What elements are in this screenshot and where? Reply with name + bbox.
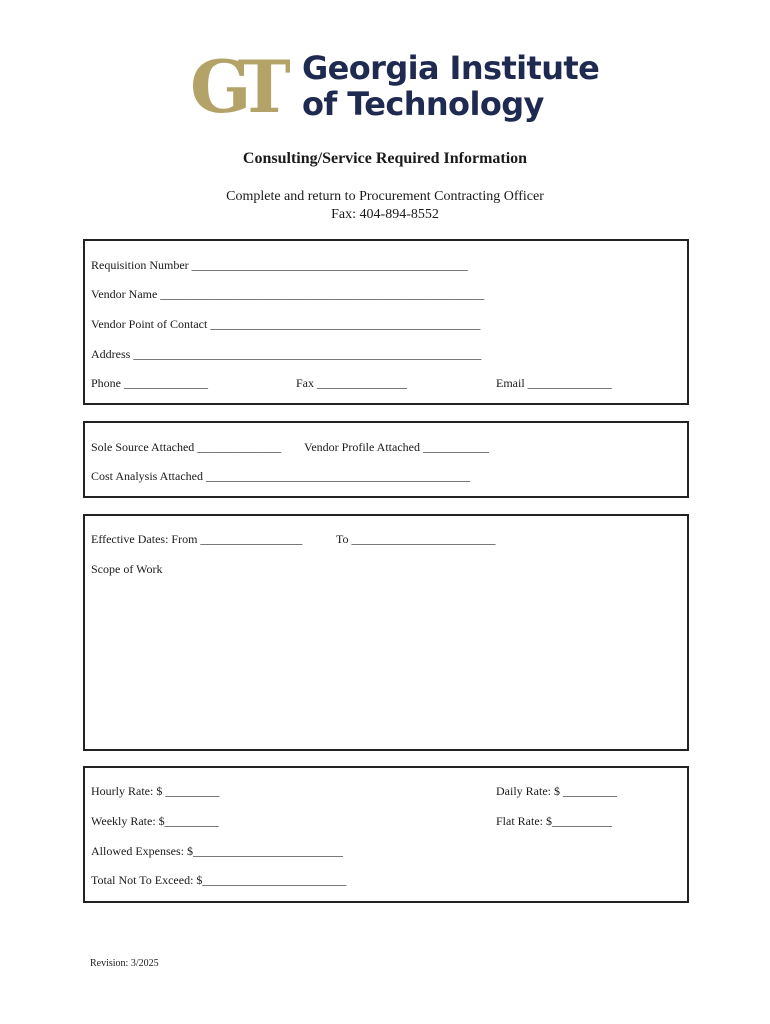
logo-line-2: of Technology: [302, 85, 544, 123]
fax-field[interactable]: Fax _______________: [296, 376, 407, 390]
effective-from-field[interactable]: Effective Dates: From _________________: [91, 532, 303, 546]
form-title: Consulting/Service Required Information: [242, 150, 528, 167]
allowed-expenses-field[interactable]: Allowed Expenses: $_________________________: [91, 844, 343, 858]
effective-to-field[interactable]: To ________________________: [336, 532, 496, 546]
rates-section: [83, 766, 689, 903]
address-field[interactable]: Address __________________________________________________________: [91, 347, 482, 361]
vendor-profile-field[interactable]: Vendor Profile Attached ___________: [304, 440, 489, 454]
email-field[interactable]: Email ______________: [496, 376, 612, 390]
logo-wordmark: [302, 50, 599, 122]
vendor-contact-field[interactable]: Vendor Point of Contact _____________________________________________: [91, 317, 481, 331]
daily-rate-field[interactable]: Daily Rate: $ _________: [496, 784, 617, 798]
sole-source-field[interactable]: Sole Source Attached ______________: [91, 440, 282, 454]
scope-section: [83, 514, 689, 751]
vendor-info-section: [83, 239, 689, 405]
gt-monogram-icon: [190, 52, 290, 120]
flat-rate-field[interactable]: Flat Rate: $__________: [496, 814, 612, 828]
hourly-rate-field[interactable]: Hourly Rate: $ _________: [91, 784, 220, 798]
revision-date: Revision: 3/2025: [90, 958, 159, 969]
gt-monogram-text: GT: [190, 52, 278, 120]
weekly-rate-field[interactable]: Weekly Rate: $_________: [91, 814, 219, 828]
attachments-section: [83, 421, 689, 498]
logo-line-1: Georgia Institute: [302, 49, 600, 87]
total-not-to-exceed-field[interactable]: Total Not To Exceed: $________________________: [91, 873, 347, 887]
scope-of-work-label: Scope of Work: [91, 562, 163, 576]
requisition-number-field[interactable]: Requisition Number ______________________________________________: [91, 258, 468, 272]
form-instructions: Complete and return to Procurement Contracting Officer: [226, 189, 544, 204]
cost-analysis-field[interactable]: Cost Analysis Attached ____________________________________________: [91, 469, 470, 483]
gt-logo: [190, 49, 600, 126]
fax-number: Fax: 404-894-8552: [331, 207, 439, 222]
vendor-name-field[interactable]: Vendor Name ______________________________________________________: [91, 287, 485, 301]
phone-field[interactable]: Phone ______________: [91, 376, 208, 390]
